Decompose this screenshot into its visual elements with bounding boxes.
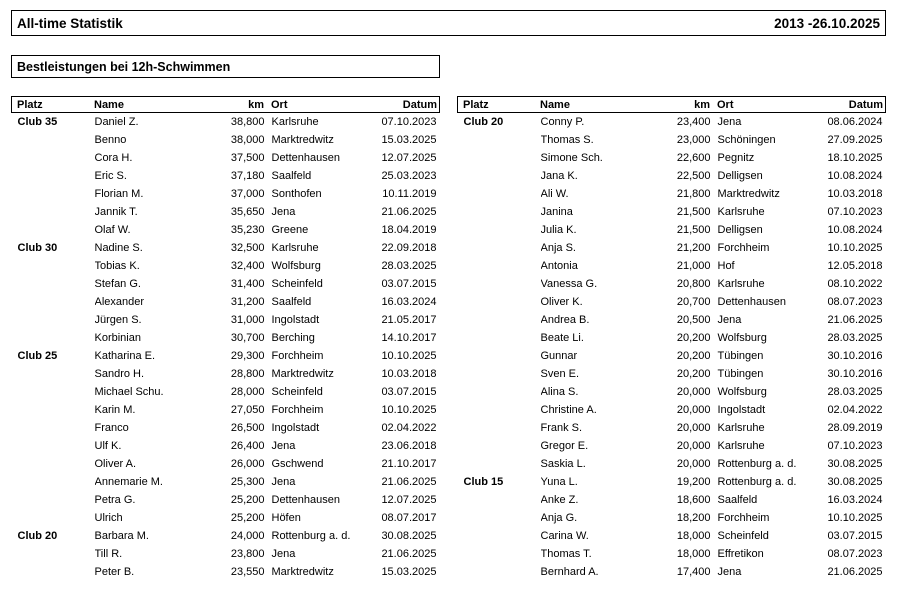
cell-ort: Scheinfeld [271, 278, 323, 290]
cell-name: Christine A. [540, 404, 597, 416]
cell-name: Simone Sch. [540, 152, 603, 164]
cell-km: 26,000 [230, 458, 265, 470]
cell-datum: 30.08.2025 [827, 476, 883, 488]
cell-ort: Karlsruhe [271, 242, 319, 254]
cell-datum: 30.08.2025 [381, 530, 437, 542]
cell-datum: 08.10.2022 [827, 278, 883, 290]
table-row [457, 149, 886, 167]
cell-ort: Jena [717, 116, 742, 128]
cell-ort: Sonthofen [271, 188, 322, 200]
cell-ort: Rottenburg a. d. [717, 458, 797, 470]
cell-km: 20,000 [676, 422, 711, 434]
cell-name: Anke Z. [540, 494, 579, 506]
cell-name: Jürgen S. [94, 314, 142, 326]
cell-ort: Saalfeld [271, 170, 312, 182]
cell-datum: 18.04.2019 [381, 224, 437, 236]
cell-km: 37,500 [230, 152, 265, 164]
table-row [11, 455, 440, 473]
table-row [11, 527, 440, 545]
cell-name: Janina [540, 206, 573, 218]
cell-datum: 18.10.2025 [827, 152, 883, 164]
cell-name: Thomas S. [540, 134, 594, 146]
table-row [11, 149, 440, 167]
cell-ort: Forchheim [717, 242, 770, 254]
cell-ort: Greene [271, 224, 309, 236]
cell-ort: Jena [717, 566, 742, 578]
table-row [457, 563, 886, 581]
cell-ort: Delligsen [717, 224, 763, 236]
cell-datum: 15.03.2025 [381, 566, 437, 578]
cell-name: Jana K. [540, 170, 578, 182]
column-header-ort: Ort [717, 98, 734, 111]
cell-datum: 21.10.2017 [381, 458, 437, 470]
column-header-datum: Datum [402, 98, 437, 111]
report-title-bar [11, 10, 886, 36]
cell-km: 31,000 [230, 314, 265, 326]
cell-platz: Club 20 [463, 116, 504, 128]
cell-name: Julia K. [540, 224, 577, 236]
column-header-ort: Ort [271, 98, 288, 111]
cell-km: 38,000 [230, 134, 265, 146]
cell-name: Gregor E. [540, 440, 589, 452]
cell-km: 20,000 [676, 386, 711, 398]
cell-km: 20,700 [676, 296, 711, 308]
cell-name: Korbinian [94, 332, 141, 344]
cell-datum: 21.06.2025 [827, 314, 883, 326]
cell-name: Alexander [94, 296, 145, 308]
cell-name: Florian M. [94, 188, 144, 200]
cell-datum: 30.10.2016 [827, 368, 883, 380]
cell-name: Andrea B. [540, 314, 590, 326]
cell-platz: Club 30 [17, 242, 58, 254]
page-title: All-time Statistik [17, 15, 123, 31]
cell-ort: Dettenhausen [717, 296, 786, 308]
cell-km: 28,000 [230, 386, 265, 398]
cell-ort: Pegnitz [717, 152, 755, 164]
table-row [11, 401, 440, 419]
table-row [11, 239, 440, 257]
cell-km: 35,230 [230, 224, 265, 236]
results-table-right [457, 96, 886, 581]
table-row [11, 365, 440, 383]
report-subtitle-bar [11, 55, 440, 78]
cell-km: 17,400 [676, 566, 711, 578]
cell-km: 20,200 [676, 350, 711, 362]
table-row [11, 419, 440, 437]
cell-ort: Tübingen [717, 368, 764, 380]
cell-name: Till R. [94, 548, 123, 560]
cell-name: Conny P. [540, 116, 585, 128]
cell-name: Yuna L. [540, 476, 578, 488]
cell-km: 21,000 [676, 260, 711, 272]
cell-ort: Saalfeld [717, 494, 758, 506]
column-header-km: km [694, 98, 710, 111]
cell-name: Eric S. [94, 170, 127, 182]
cell-ort: Karlsruhe [271, 116, 319, 128]
cell-datum: 10.03.2018 [827, 188, 883, 200]
cell-km: 29,300 [230, 350, 265, 362]
cell-ort: Höfen [271, 512, 301, 524]
cell-km: 26,400 [230, 440, 265, 452]
cell-ort: Dettenhausen [271, 494, 340, 506]
cell-km: 20,200 [676, 332, 711, 344]
cell-ort: Ingolstadt [717, 404, 766, 416]
cell-name: Ulf K. [94, 440, 122, 452]
cell-km: 26,500 [230, 422, 265, 434]
cell-ort: Berching [271, 332, 315, 344]
cell-datum: 10.11.2019 [382, 188, 437, 200]
table-row [457, 257, 886, 275]
cell-datum: 08.06.2024 [827, 116, 883, 128]
cell-platz: Club 20 [17, 530, 58, 542]
table-row [457, 167, 886, 185]
cell-ort: Delligsen [717, 170, 763, 182]
cell-datum: 28.03.2025 [381, 260, 437, 272]
cell-km: 25,300 [230, 476, 265, 488]
cell-datum: 10.10.2025 [827, 242, 883, 254]
cell-name: Katharina E. [94, 350, 156, 362]
cell-km: 31,400 [230, 278, 265, 290]
cell-name: Beate Li. [540, 332, 584, 344]
cell-ort: Forchheim [717, 512, 770, 524]
column-header-name: Name [540, 98, 570, 111]
cell-ort: Wolfsburg [271, 260, 321, 272]
cell-datum: 12.07.2025 [381, 494, 437, 506]
cell-km: 23,550 [230, 566, 265, 578]
results-table-left [11, 96, 440, 581]
cell-ort: Jena [271, 206, 296, 218]
cell-ort: Scheinfeld [717, 530, 769, 542]
cell-name: Michael Schu. [94, 386, 164, 398]
cell-name: Thomas T. [540, 548, 592, 560]
table-row [457, 455, 886, 473]
cell-km: 20,800 [676, 278, 711, 290]
table-row [11, 113, 440, 131]
cell-km: 27,050 [230, 404, 265, 416]
cell-datum: 21.06.2025 [381, 476, 437, 488]
cell-datum: 07.10.2023 [381, 116, 437, 128]
cell-datum: 08.07.2023 [827, 296, 883, 308]
cell-ort: Jena [271, 476, 296, 488]
cell-ort: Jena [717, 314, 742, 326]
cell-ort: Marktredwitz [271, 368, 334, 380]
cell-datum: 28.09.2019 [827, 422, 883, 434]
table-row [457, 365, 886, 383]
cell-datum: 10.03.2018 [381, 368, 437, 380]
cell-name: Alina S. [540, 386, 579, 398]
cell-name: Petra G. [94, 494, 136, 506]
cell-km: 20,000 [676, 458, 711, 470]
cell-name: Benno [94, 134, 127, 146]
report-subtitle: Bestleistungen bei 12h-Schwimmen [17, 59, 231, 74]
cell-datum: 08.07.2017 [381, 512, 437, 524]
cell-name: Karin M. [94, 404, 136, 416]
cell-datum: 14.10.2017 [381, 332, 437, 344]
table-row [11, 383, 440, 401]
table-row [11, 311, 440, 329]
table-row [457, 473, 886, 491]
cell-km: 32,500 [230, 242, 265, 254]
cell-km: 19,200 [676, 476, 711, 488]
cell-ort: Forchheim [271, 404, 324, 416]
cell-km: 24,000 [230, 530, 265, 542]
cell-name: Vanessa G. [540, 278, 598, 290]
cell-datum: 03.07.2015 [827, 530, 883, 542]
table-row [457, 185, 886, 203]
cell-name: Sven E. [540, 368, 580, 380]
cell-datum: 10.10.2025 [827, 512, 883, 524]
cell-km: 32,400 [230, 260, 265, 272]
table-row [11, 563, 440, 581]
table-row [457, 329, 886, 347]
table-row [457, 203, 886, 221]
cell-name: Annemarie M. [94, 476, 163, 488]
cell-datum: 12.05.2018 [827, 260, 883, 272]
cell-ort: Forchheim [271, 350, 324, 362]
cell-datum: 10.10.2025 [381, 404, 437, 416]
table-row [457, 131, 886, 149]
table-row [11, 167, 440, 185]
cell-km: 18,000 [676, 530, 711, 542]
cell-ort: Ingolstadt [271, 314, 320, 326]
table-row [457, 239, 886, 257]
table-row [457, 221, 886, 239]
cell-ort: Saalfeld [271, 296, 312, 308]
cell-km: 23,400 [676, 116, 711, 128]
cell-datum: 25.03.2023 [381, 170, 437, 182]
cell-datum: 28.03.2025 [827, 332, 883, 344]
cell-datum: 15.03.2025 [381, 134, 437, 146]
cell-datum: 22.09.2018 [381, 242, 437, 254]
cell-km: 38,800 [230, 116, 265, 128]
table-row [457, 437, 886, 455]
column-header-km: km [248, 98, 264, 111]
cell-name: Bernhard A. [540, 566, 599, 578]
cell-name: Cora H. [94, 152, 133, 164]
cell-km: 21,500 [676, 224, 711, 236]
cell-name: Jannik T. [94, 206, 138, 218]
table-row [457, 527, 886, 545]
cell-ort: Gschwend [271, 458, 324, 470]
cell-datum: 10.08.2024 [827, 170, 883, 182]
cell-name: Oliver K. [540, 296, 583, 308]
table-row [11, 185, 440, 203]
cell-name: Peter B. [94, 566, 135, 578]
cell-km: 21,800 [676, 188, 711, 200]
cell-ort: Jena [271, 440, 296, 452]
cell-name: Daniel Z. [94, 116, 139, 128]
cell-ort: Rottenburg a. d. [717, 476, 797, 488]
cell-datum: 21.06.2025 [381, 206, 437, 218]
cell-name: Gunnar [540, 350, 578, 362]
cell-name: Oliver A. [94, 458, 137, 470]
table-row [457, 401, 886, 419]
table-row [457, 347, 886, 365]
cell-ort: Tübingen [717, 350, 764, 362]
cell-datum: 08.07.2023 [827, 548, 883, 560]
column-header-platz: Platz [17, 98, 43, 111]
cell-km: 18,200 [676, 512, 711, 524]
cell-datum: 07.10.2023 [827, 440, 883, 452]
cell-name: Ulrich [94, 512, 123, 524]
cell-km: 21,500 [676, 206, 711, 218]
table-row [11, 473, 440, 491]
cell-datum: 23.06.2018 [381, 440, 437, 452]
table-row [457, 311, 886, 329]
cell-ort: Karlsruhe [717, 440, 765, 452]
cell-km: 23,000 [676, 134, 711, 146]
cell-datum: 02.04.2022 [827, 404, 883, 416]
cell-ort: Effretikon [717, 548, 764, 560]
cell-km: 28,800 [230, 368, 265, 380]
table-row [457, 545, 886, 563]
cell-km: 20,000 [676, 440, 711, 452]
cell-datum: 16.03.2024 [381, 296, 437, 308]
table-header-row [457, 96, 886, 113]
table-body [457, 113, 886, 581]
column-header-platz: Platz [463, 98, 489, 111]
table-row [457, 419, 886, 437]
table-row [11, 491, 440, 509]
cell-datum: 30.10.2016 [827, 350, 883, 362]
table-row [11, 437, 440, 455]
cell-datum: 28.03.2025 [827, 386, 883, 398]
cell-km: 31,200 [230, 296, 265, 308]
cell-km: 37,000 [230, 188, 265, 200]
cell-name: Sandro H. [94, 368, 145, 380]
cell-datum: 10.10.2025 [381, 350, 437, 362]
cell-datum: 07.10.2023 [827, 206, 883, 218]
table-row [11, 509, 440, 527]
cell-datum: 12.07.2025 [381, 152, 437, 164]
cell-name: Stefan G. [94, 278, 141, 290]
cell-name: Saskia L. [540, 458, 586, 470]
cell-ort: Karlsruhe [717, 422, 765, 434]
table-row [457, 383, 886, 401]
table-row [11, 275, 440, 293]
table-row [11, 257, 440, 275]
cell-datum: 10.08.2024 [827, 224, 883, 236]
cell-datum: 30.08.2025 [827, 458, 883, 470]
cell-ort: Hof [717, 260, 735, 272]
cell-name: Barbara M. [94, 530, 149, 542]
cell-datum: 03.07.2015 [381, 278, 437, 290]
table-row [11, 293, 440, 311]
table-row [457, 275, 886, 293]
cell-datum: 21.05.2017 [381, 314, 437, 326]
cell-km: 30,700 [230, 332, 265, 344]
cell-ort: Marktredwitz [271, 566, 334, 578]
cell-ort: Rottenburg a. d. [271, 530, 351, 542]
cell-ort: Wolfsburg [717, 386, 767, 398]
cell-km: 21,200 [676, 242, 711, 254]
cell-name: Frank S. [540, 422, 583, 434]
cell-ort: Schöningen [717, 134, 776, 146]
cell-km: 22,600 [676, 152, 711, 164]
cell-name: Olaf W. [94, 224, 131, 236]
cell-km: 20,500 [676, 314, 711, 326]
cell-datum: 21.06.2025 [827, 566, 883, 578]
table-row [11, 203, 440, 221]
column-header-datum: Datum [848, 98, 883, 111]
table-row [11, 221, 440, 239]
table-row [457, 293, 886, 311]
cell-km: 25,200 [230, 512, 265, 524]
cell-datum: 27.09.2025 [827, 134, 883, 146]
cell-platz: Club 25 [17, 350, 58, 362]
cell-km: 20,200 [676, 368, 711, 380]
cell-km: 20,000 [676, 404, 711, 416]
cell-ort: Jena [271, 548, 296, 560]
cell-km: 22,500 [676, 170, 711, 182]
cell-platz: Club 35 [17, 116, 58, 128]
cell-ort: Dettenhausen [271, 152, 340, 164]
cell-ort: Ingolstadt [271, 422, 320, 434]
table-header-row [11, 96, 440, 113]
cell-datum: 21.06.2025 [381, 548, 437, 560]
cell-name: Nadine S. [94, 242, 143, 254]
report-period: 2013 -26.10.2025 [774, 15, 880, 31]
column-header-name: Name [94, 98, 124, 111]
cell-name: Tobias K. [94, 260, 140, 272]
table-row [11, 329, 440, 347]
cell-name: Anja G. [540, 512, 578, 524]
table-row [457, 113, 886, 131]
cell-km: 18,600 [676, 494, 711, 506]
cell-name: Franco [94, 422, 129, 434]
cell-name: Ali W. [540, 188, 569, 200]
cell-km: 35,650 [230, 206, 265, 218]
cell-platz: Club 15 [463, 476, 504, 488]
table-row [457, 509, 886, 527]
cell-ort: Wolfsburg [717, 332, 767, 344]
table-row [457, 491, 886, 509]
cell-ort: Marktredwitz [717, 188, 780, 200]
cell-name: Carina W. [540, 530, 589, 542]
cell-ort: Marktredwitz [271, 134, 334, 146]
table-row [11, 347, 440, 365]
cell-ort: Karlsruhe [717, 278, 765, 290]
cell-datum: 16.03.2024 [827, 494, 883, 506]
cell-datum: 02.04.2022 [381, 422, 437, 434]
cell-ort: Scheinfeld [271, 386, 323, 398]
cell-ort: Karlsruhe [717, 206, 765, 218]
table-body [11, 113, 440, 581]
cell-km: 23,800 [230, 548, 265, 560]
table-row [11, 545, 440, 563]
table-row [11, 131, 440, 149]
cell-km: 18,000 [676, 548, 711, 560]
cell-km: 25,200 [230, 494, 265, 506]
cell-name: Anja S. [540, 242, 576, 254]
cell-name: Antonia [540, 260, 578, 272]
cell-datum: 03.07.2015 [381, 386, 437, 398]
cell-km: 37,180 [230, 170, 265, 182]
